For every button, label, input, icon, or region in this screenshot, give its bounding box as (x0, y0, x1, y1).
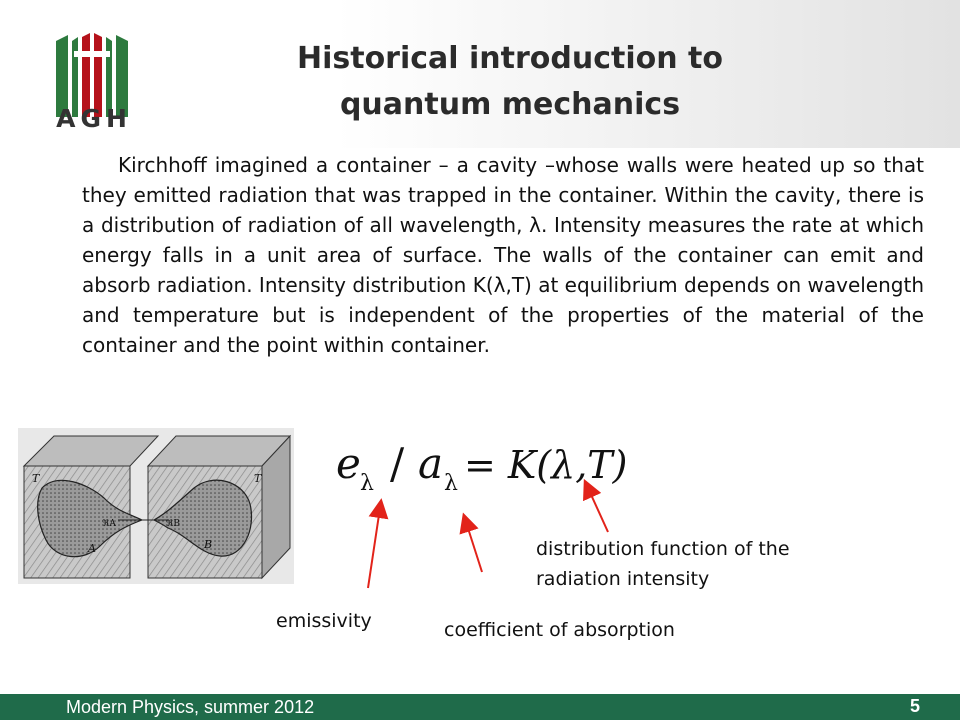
body-paragraph: Kirchhoff imagined a container – a cavity –whose walls were heated up so that they emitted radiation that was trapped in the container. Within the cavity, there is a distribution of radiation of all wavelength, λ. Intensity measures the rate at which energy falls in a unit area of surface. The walls of the container can emit and absorb radiation. Intensity distribution K(λ,T) at equilibrium depends on wavelength and temperature but is independent of the properties of the material of the container and the point within container. (82, 153, 924, 357)
label-distribution-line-1: distribution function of the (536, 538, 790, 560)
label-absorption: coefficient of absorption (444, 619, 675, 641)
page-number: 5 (909, 696, 920, 716)
label-distribution (536, 534, 896, 594)
label-distribution-line-2: radiation intensity (536, 568, 710, 590)
label-emissivity: emissivity (276, 610, 372, 632)
formula-a: a (418, 439, 444, 488)
figure-label-rb: ℜB (166, 519, 180, 529)
cavity-figure (18, 428, 294, 584)
figure-label-b: B (204, 538, 213, 551)
logo-text: AGH (56, 104, 132, 133)
slide-title (160, 36, 860, 128)
formula-slash: / (390, 439, 405, 488)
title-line-2: quantum mechanics (339, 87, 681, 122)
arrow-emissivity (368, 508, 380, 588)
kirchhoff-formula (330, 432, 630, 502)
formula-rhs: = K(λ,T) (464, 443, 628, 487)
figure-label-t-left: T (32, 472, 40, 485)
formula-sub-1: λ (360, 471, 374, 496)
arrow-absorption (466, 522, 482, 572)
figure-label-a: A (88, 542, 96, 555)
formula-e: e (336, 439, 361, 488)
figure-label-t-right: T (254, 472, 262, 485)
figure-label-ra: ℜA (102, 519, 116, 529)
formula-sub-2: λ (444, 471, 458, 496)
footer-course: Modern Physics, summer 2012 (66, 697, 315, 717)
title-line-1: Historical introduction to (296, 41, 724, 76)
